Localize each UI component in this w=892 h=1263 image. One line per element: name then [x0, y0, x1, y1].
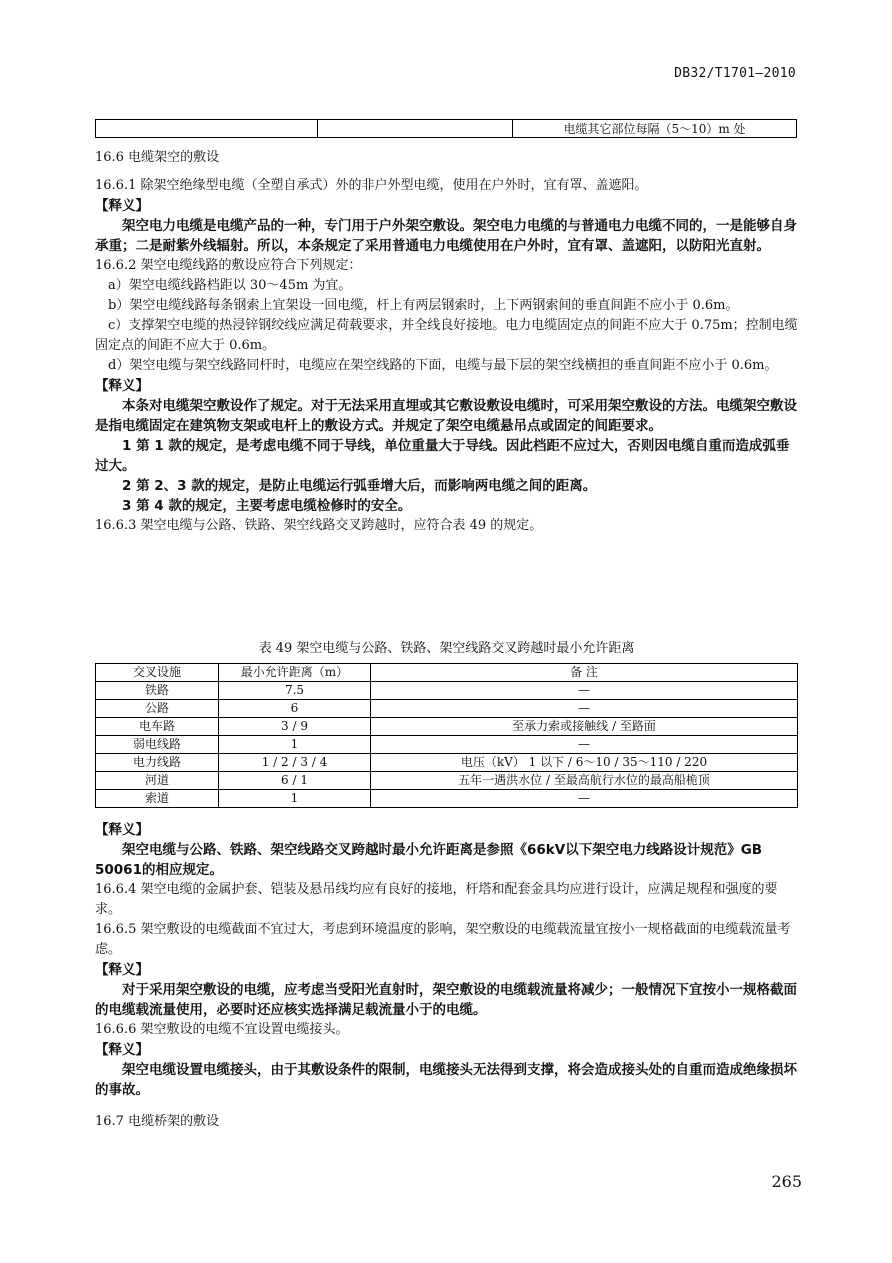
page-number: 265: [771, 1172, 802, 1191]
table-cell: 1 / 2 / 3 / 4: [219, 754, 371, 772]
table-cell: —: [371, 700, 798, 718]
table-49: [95, 663, 798, 808]
clause-16-6-4: 16.6.4 架空电缆的金属护套、铠装及悬吊线均应有良好的接地，杆塔和配套金具均应进行设计，应满足规程和强度的要求。: [95, 882, 778, 917]
table-row: [96, 682, 798, 700]
continued-table: [95, 119, 797, 138]
table-cell: 1: [219, 790, 371, 808]
explanation-item: 3 第 4 款的规定，主要考虑电缆检修时的安全。: [122, 498, 412, 514]
table-cell: [318, 120, 513, 138]
table-cell: [96, 120, 318, 138]
table-cell: 索道: [96, 790, 219, 808]
table-row: [96, 736, 798, 754]
explanation-text: 架空电缆与公路、铁路、架空线路交叉跨越时最小允许距离是参照《66kV以下架空电力线路设计规范》GB 50061的相应规定。: [95, 842, 763, 878]
column-header: 最小允许距离（m）: [219, 664, 371, 682]
table-cell: 五年一遇洪水位 / 至最高航行水位的最高船桅顶: [371, 772, 798, 790]
table-row: [96, 754, 798, 772]
column-header: 备 注: [371, 664, 798, 682]
clause-16-6-2: 16.6.2 架空电缆线路的敷设应符合下列规定：: [95, 258, 362, 273]
column-header: 交叉设施: [96, 664, 219, 682]
table-cell: —: [371, 790, 798, 808]
explanation-label: 【释义】: [95, 822, 149, 838]
explanation-text: 本条对电缆架空敷设作了规定。对于无法采用直埋或其它敷设敷设电缆时，可采用架空敷设的方法。电缆架空敷设是指电缆固定在建筑物支架或电杆上的敷设方式。并规定了架空电缆悬吊点或固定的间距要求。: [95, 398, 797, 434]
clause-16-6-5: 16.6.5 架空敷设的电缆截面不宜过大，考虑到环境温度的影响，架空敷设的电缆载流量宜按小一规格截面的电缆载流量考虑。: [95, 922, 791, 957]
table-cell: 7.5: [219, 682, 371, 700]
explanation-label: 【释义】: [95, 1042, 149, 1058]
explanation-text: 对于采用架空敷设的电缆，应考虑当受阳光直射时，架空敷设的电缆载流量将减少；一般情况下宜按小一规格截面的电缆载流量使用，必要时还应核实选择满足载流量小于的电缆。: [95, 982, 797, 1018]
section-heading: 16.7 电缆桥架的敷设: [95, 1114, 220, 1129]
table-cell: —: [371, 682, 798, 700]
section-16-6-continued: [95, 820, 798, 1132]
standard-code: DB32/T1701—2010: [674, 66, 796, 81]
table-row: [96, 790, 798, 808]
table-cell: 电缆其它部位每隔（5～10）m 处: [513, 120, 797, 138]
table-cell: 6: [219, 700, 371, 718]
explanation-item: 1 第 1 款的规定，是考虑电缆不同于导线，单位重量大于导线。因此档距不应过大，否则因电缆自重而造成弧垂过大。: [95, 438, 790, 474]
table-cell: 河道: [96, 772, 219, 790]
table-cell: —: [371, 736, 798, 754]
table-row: [96, 120, 797, 138]
table-cell: 电力线路: [96, 754, 219, 772]
table-cell: 公路: [96, 700, 219, 718]
explanation-label: 【释义】: [95, 962, 149, 978]
table-cell: 1: [219, 736, 371, 754]
table-row: [96, 718, 798, 736]
section-heading: 16.6 电缆架空的敷设: [95, 150, 220, 165]
table-row: [96, 700, 798, 718]
clause-item: b）架空电缆线路每条钢索上宜架设一回电缆，杆上有两层钢索时，上下两钢索间的垂直间距不应小于 0.6m。: [108, 298, 739, 313]
explanation-label: 【释义】: [95, 198, 149, 214]
clause-item: d）架空电缆与架空线路同杆时，电缆应在架空线路的下面，电缆与最下层的架空线横担的垂直间距不应小于 0.6m。: [108, 358, 778, 373]
table-cell: 电压（kV） 1 以下 / 6～10 / 35～110 / 220: [371, 754, 798, 772]
clause-16-6-3: 16.6.3 架空电缆与公路、铁路、架空线路交叉跨越时，应符合表 49 的规定。: [95, 518, 543, 533]
table-header-row: [96, 664, 798, 682]
clause-16-6-1: 16.6.1 除架空绝缘型电缆（全塑自承式）外的非户外型电缆，使用在户外时，宜有罩、盖遮阳。: [95, 178, 648, 193]
section-16-6: [95, 148, 798, 536]
clause-16-6-6: 16.6.6 架空敷设的电缆不宜设置电缆接头。: [95, 1022, 349, 1037]
table-cell: 6 / 1: [219, 772, 371, 790]
table-cell: 3 / 9: [219, 718, 371, 736]
explanation-item: 2 第 2、3 款的规定，是防止电缆运行弧垂增大后，而影响两电缆之间的距离。: [122, 478, 597, 494]
explanation-text: 架空电缆设置电缆接头，由于其敷设条件的限制，电缆接头无法得到支撑，将会造成接头处的自重而造成绝缘损坏的事故。: [95, 1062, 797, 1098]
clause-item: a）架空电缆线路档距以 30～45m 为宜。: [108, 278, 352, 293]
table-cell: 至承力索或接触线 / 至路面: [371, 718, 798, 736]
explanation-text: 架空电力电缆是电缆产品的一种，专门用于户外架空敷设。架空电力电缆的与普通电力电缆不同的，一是能够自身承重；二是耐紫外线辐射。所以，本条规定了采用普通电力电缆使用在户外时，宜有罩、盖遮阳，以防阳光直射。: [95, 218, 797, 254]
table-cell: 电车路: [96, 718, 219, 736]
table-caption: 表 49 架空电缆与公路、铁路、架空线路交叉跨越时最小允许距离: [258, 641, 635, 656]
explanation-label: 【释义】: [95, 378, 149, 394]
table-cell: 铁路: [96, 682, 219, 700]
clause-item: c）支撑架空电缆的热浸锌钢绞线应满足荷载要求，并全线良好接地。电力电缆固定点的间距不应大于 0.75m；控制电缆固定点的间距不应大于 0.6m。: [95, 318, 798, 353]
table-cell: 弱电线路: [96, 736, 219, 754]
table-row: [96, 772, 798, 790]
